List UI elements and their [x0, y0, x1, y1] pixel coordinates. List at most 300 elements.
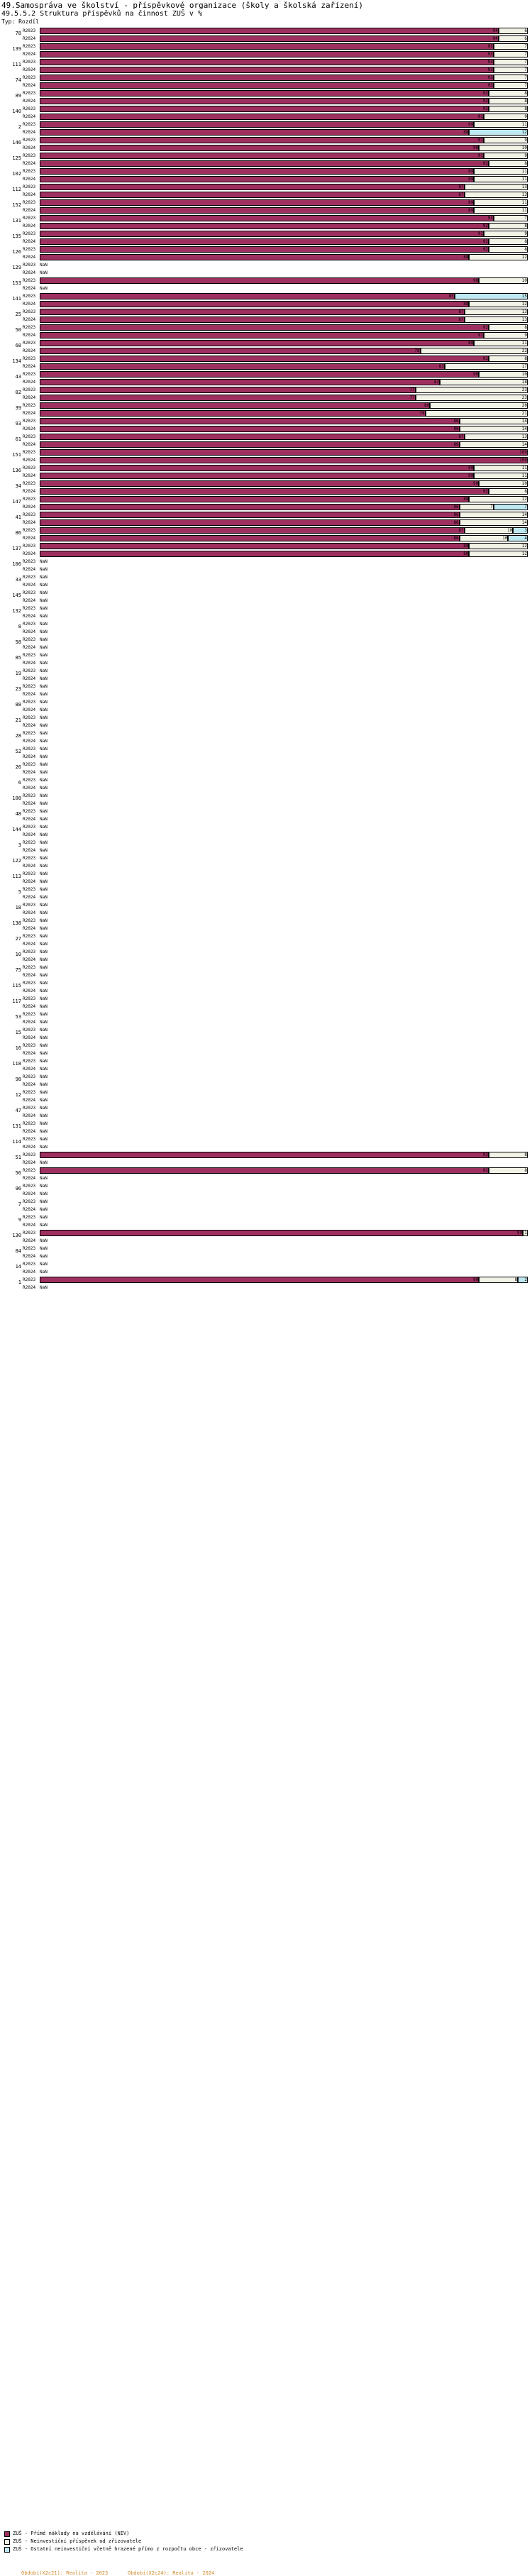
- bar-row[interactable]: [23, 597, 532, 605]
- bar-segments: [40, 246, 528, 253]
- bar-row[interactable]: [23, 277, 532, 285]
- bar-row[interactable]: [23, 854, 532, 862]
- bar-row[interactable]: [23, 737, 532, 745]
- bar-row[interactable]: [23, 932, 532, 940]
- bar-row[interactable]: [23, 308, 532, 316]
- bar-row[interactable]: [23, 745, 532, 753]
- bar-row[interactable]: [23, 199, 532, 207]
- bar-group: [0, 230, 532, 246]
- nan-label: NaN: [40, 606, 48, 611]
- bar-row[interactable]: [23, 230, 532, 238]
- group-rows: [23, 1182, 532, 1198]
- year-label: R2024: [23, 973, 36, 978]
- bar-row[interactable]: [23, 121, 532, 128]
- bar-row[interactable]: [23, 769, 532, 776]
- year-label: R2023: [23, 575, 36, 580]
- bar-row[interactable]: [23, 917, 532, 925]
- bar-row[interactable]: [23, 831, 532, 839]
- bar-row[interactable]: [23, 589, 532, 597]
- bar-row[interactable]: [23, 581, 532, 589]
- bar-segments: [40, 449, 528, 456]
- bar-row[interactable]: [23, 324, 532, 331]
- bar-value-label: 13: [521, 434, 527, 439]
- bar-row[interactable]: [23, 605, 532, 612]
- bar-segments: [40, 317, 528, 323]
- bar-segments: [40, 1167, 528, 1174]
- bar-row[interactable]: [23, 566, 532, 573]
- bar-row[interactable]: [23, 160, 532, 167]
- group-label: 8: [18, 624, 21, 629]
- bar-row[interactable]: [23, 50, 532, 58]
- bar-row[interactable]: [23, 1159, 532, 1167]
- bar-row[interactable]: [23, 433, 532, 441]
- bar-row[interactable]: [23, 113, 532, 121]
- bar-row[interactable]: [23, 347, 532, 355]
- bar-value-label: 79: [419, 411, 425, 416]
- bar-row[interactable]: [23, 979, 532, 987]
- group-label: 135: [12, 233, 21, 239]
- nan-label: NaN: [40, 918, 48, 923]
- year-label: R2023: [23, 590, 36, 595]
- bar-row[interactable]: [23, 1151, 532, 1159]
- group-rows: [23, 199, 532, 214]
- bar-row[interactable]: [23, 1167, 532, 1174]
- year-label: R2024: [23, 1176, 36, 1181]
- group-label: 139: [12, 46, 21, 52]
- group-rows: [23, 74, 532, 89]
- bar-row[interactable]: [23, 550, 532, 558]
- bar-row[interactable]: [23, 987, 532, 995]
- group-rows: [23, 979, 532, 995]
- bar-value-label: 86: [453, 505, 459, 510]
- bar-row[interactable]: [23, 66, 532, 74]
- nan-label: NaN: [40, 1028, 48, 1033]
- bar-row[interactable]: [23, 1003, 532, 1011]
- bar-value-label: 89: [468, 473, 474, 478]
- bar-row[interactable]: [23, 636, 532, 644]
- bar-value-label: 12: [521, 130, 527, 135]
- bar-row[interactable]: [23, 667, 532, 675]
- bar-row[interactable]: [23, 35, 532, 43]
- bar-segments: [40, 121, 528, 128]
- year-label: R2024: [23, 364, 36, 369]
- year-label: R2024: [23, 786, 36, 791]
- bar-row[interactable]: [23, 1213, 532, 1221]
- bar-row[interactable]: [23, 316, 532, 324]
- bar-row[interactable]: [23, 761, 532, 769]
- bar-group: [0, 58, 532, 74]
- bar-row[interactable]: [23, 519, 532, 527]
- bar-row[interactable]: [23, 1096, 532, 1104]
- group-rows: [23, 886, 532, 901]
- bar-row[interactable]: [23, 1190, 532, 1198]
- bar-row[interactable]: [23, 285, 532, 292]
- bar-row[interactable]: [23, 183, 532, 191]
- bar-row[interactable]: [23, 1260, 532, 1268]
- group-rows: [23, 776, 532, 792]
- bar-row[interactable]: [23, 730, 532, 737]
- nan-label: NaN: [40, 770, 48, 775]
- bar-row[interactable]: [23, 144, 532, 152]
- nan-label: NaN: [40, 583, 48, 588]
- year-label: R2024: [23, 1145, 36, 1150]
- group-label: 56: [15, 1170, 21, 1176]
- bar-row[interactable]: [23, 74, 532, 82]
- bar-row[interactable]: [23, 862, 532, 870]
- legend-item[interactable]: [4, 2538, 243, 2545]
- bar-segments: [40, 106, 528, 112]
- group-rows: [23, 901, 532, 917]
- bar-value-label: 10: [521, 278, 527, 283]
- bar-value-label: 85: [448, 294, 454, 299]
- bar-row[interactable]: [23, 1065, 532, 1073]
- bar-row[interactable]: [23, 612, 532, 620]
- bar-row[interactable]: [23, 511, 532, 519]
- year-label: R2023: [23, 44, 36, 49]
- bar-row[interactable]: [23, 964, 532, 971]
- bar-row[interactable]: [23, 534, 532, 542]
- bar-value-label: 77: [409, 395, 415, 400]
- group-rows: [23, 542, 532, 558]
- bar-row[interactable]: [23, 152, 532, 160]
- bar-segments: [40, 215, 528, 221]
- bar-row[interactable]: [23, 402, 532, 409]
- bar-row[interactable]: [23, 355, 532, 363]
- bar-segments: [40, 379, 528, 385]
- group-rows: [23, 917, 532, 932]
- bar-row[interactable]: [23, 1143, 532, 1151]
- bar-row[interactable]: [23, 495, 532, 503]
- bar-row[interactable]: [23, 97, 532, 105]
- bar-row[interactable]: [23, 1198, 532, 1206]
- group-rows: [23, 261, 532, 277]
- nan-label: NaN: [40, 653, 48, 658]
- bar-row[interactable]: [23, 27, 532, 35]
- bar-row[interactable]: [23, 659, 532, 667]
- bar-row[interactable]: [23, 378, 532, 386]
- group-label: 118: [12, 1061, 21, 1067]
- year-label: R2024: [23, 99, 36, 104]
- bar-row[interactable]: [23, 683, 532, 690]
- bar-segments: [40, 551, 528, 557]
- year-label: R2024: [23, 1082, 36, 1087]
- group-label: 53: [15, 1014, 21, 1020]
- bar-row[interactable]: [23, 1128, 532, 1135]
- bar-row[interactable]: [23, 558, 532, 566]
- legend-item[interactable]: [4, 2545, 243, 2553]
- nan-label: NaN: [40, 708, 48, 712]
- bar-row[interactable]: [23, 815, 532, 823]
- group-label: 2: [18, 124, 21, 130]
- bar-row[interactable]: [23, 909, 532, 917]
- bar-group: [0, 932, 532, 948]
- bar-row[interactable]: [23, 1042, 532, 1050]
- page-title: 49.Samospráva ve školství - příspěvkové organizace (školy a školská zařízení): [1, 1, 363, 10]
- bar-group: [0, 214, 532, 230]
- bar-row[interactable]: [23, 823, 532, 831]
- bar-row[interactable]: [23, 1174, 532, 1182]
- year-label: R2023: [23, 996, 36, 1001]
- bar-row[interactable]: [23, 620, 532, 628]
- bar-row[interactable]: [23, 386, 532, 394]
- bar-row[interactable]: [23, 776, 532, 784]
- bar-row[interactable]: [23, 901, 532, 909]
- year-label: R2023: [23, 1137, 36, 1142]
- bar-segments: [40, 35, 528, 42]
- bar-row[interactable]: [23, 675, 532, 683]
- bar-row[interactable]: [23, 706, 532, 714]
- bar-row[interactable]: [23, 792, 532, 800]
- bar-row[interactable]: [23, 82, 532, 89]
- bar-value-label: 10: [521, 145, 527, 150]
- bar-row[interactable]: [23, 1104, 532, 1112]
- nan-label: NaN: [40, 1191, 48, 1196]
- bar-row[interactable]: [23, 1284, 532, 1292]
- bar-row[interactable]: [23, 527, 532, 534]
- bar-row[interactable]: [23, 1276, 532, 1284]
- year-label: R2024: [23, 1051, 36, 1056]
- group-label: 12: [15, 1092, 21, 1098]
- bar-row[interactable]: [23, 214, 532, 222]
- bar-row[interactable]: [23, 89, 532, 97]
- year-label: R2023: [23, 778, 36, 783]
- group-rows: [23, 402, 532, 417]
- bar-row[interactable]: [23, 292, 532, 300]
- bar-row[interactable]: [23, 722, 532, 730]
- group-label: 33: [15, 577, 21, 583]
- bar-row[interactable]: [23, 394, 532, 402]
- bar-value-label: 14: [521, 512, 527, 517]
- bar-row[interactable]: [23, 1011, 532, 1018]
- bar-row[interactable]: [23, 480, 532, 488]
- bar-row[interactable]: [23, 222, 532, 230]
- bar-row[interactable]: [23, 886, 532, 893]
- nan-label: NaN: [40, 1035, 48, 1040]
- bar-row[interactable]: [23, 339, 532, 347]
- bar-row[interactable]: [23, 331, 532, 339]
- bar-row[interactable]: [23, 690, 532, 698]
- bar-row[interactable]: [23, 417, 532, 425]
- bar-row[interactable]: [23, 261, 532, 269]
- nan-label: NaN: [40, 879, 48, 884]
- bar-row[interactable]: [23, 175, 532, 183]
- bar-row[interactable]: [23, 870, 532, 878]
- bar-segments: [40, 363, 528, 370]
- year-label: R2023: [23, 1121, 36, 1126]
- year-label: R2023: [23, 28, 36, 33]
- bar-row[interactable]: [23, 441, 532, 448]
- bar-row[interactable]: [23, 1221, 532, 1229]
- bar-row[interactable]: [23, 105, 532, 113]
- year-label: R2024: [23, 1207, 36, 1212]
- bar-row[interactable]: [23, 1237, 532, 1245]
- group-label: 108: [12, 796, 21, 801]
- bar-row[interactable]: [23, 300, 532, 308]
- bar-row[interactable]: [23, 472, 532, 480]
- year-label: R2024: [23, 551, 36, 556]
- bar-row[interactable]: [23, 542, 532, 550]
- year-label: R2024: [23, 192, 36, 197]
- bar-row[interactable]: [23, 464, 532, 472]
- bar-row[interactable]: [23, 425, 532, 433]
- bar-row[interactable]: [23, 940, 532, 948]
- bar-row[interactable]: [23, 1206, 532, 1213]
- bar-segments: [40, 504, 528, 510]
- bar-row[interactable]: [23, 128, 532, 136]
- bar-row[interactable]: [23, 43, 532, 50]
- bar-row[interactable]: [23, 370, 532, 378]
- bar-segments: [40, 1277, 528, 1283]
- group-rows: [23, 605, 532, 620]
- year-label: R2023: [23, 466, 36, 470]
- bar-row[interactable]: [23, 409, 532, 417]
- year-label: R2024: [23, 505, 36, 510]
- bar-row[interactable]: [23, 808, 532, 815]
- bar-row[interactable]: [23, 714, 532, 722]
- bar-row[interactable]: [23, 628, 532, 636]
- group-label: 117: [12, 998, 21, 1004]
- nan-label: NaN: [40, 1098, 48, 1103]
- year-label: R2023: [23, 216, 36, 221]
- nan-label: NaN: [40, 996, 48, 1001]
- bar-row[interactable]: [23, 1135, 532, 1143]
- bar-row[interactable]: [23, 948, 532, 956]
- bar-segments: [40, 137, 528, 143]
- bar-segments: [40, 293, 528, 299]
- year-label: R2023: [23, 856, 36, 861]
- bar-row[interactable]: [23, 1034, 532, 1042]
- group-label: 102: [12, 171, 21, 177]
- year-label: R2023: [23, 1074, 36, 1079]
- year-label: R2023: [23, 1199, 36, 1204]
- bar-row[interactable]: [23, 1120, 532, 1128]
- bar-row[interactable]: [23, 269, 532, 277]
- bar-row[interactable]: [23, 503, 532, 511]
- bar-row[interactable]: [23, 839, 532, 847]
- bar-row[interactable]: [23, 363, 532, 370]
- year-label: R2023: [23, 981, 36, 986]
- bar-row[interactable]: [23, 878, 532, 886]
- bar-row[interactable]: [23, 238, 532, 246]
- legend-item[interactable]: [4, 2530, 243, 2538]
- bar-row[interactable]: [23, 1089, 532, 1096]
- year-label: R2024: [23, 567, 36, 572]
- bar-row[interactable]: [23, 956, 532, 964]
- bar-row[interactable]: [23, 1182, 532, 1190]
- bar-row[interactable]: [23, 971, 532, 979]
- bar-value-label: 13: [521, 192, 527, 197]
- group-label: 27: [15, 936, 21, 942]
- bar-row[interactable]: [23, 925, 532, 932]
- bar-row[interactable]: [23, 644, 532, 651]
- bar-row[interactable]: [23, 800, 532, 808]
- bar-row[interactable]: [23, 448, 532, 456]
- year-label: R2023: [23, 200, 36, 205]
- bar-value-label: 86: [453, 512, 459, 517]
- bar-row[interactable]: [23, 893, 532, 901]
- bar-group: [0, 1151, 532, 1167]
- bar-row[interactable]: [23, 1245, 532, 1253]
- year-label: R2023: [23, 731, 36, 736]
- year-label: R2024: [23, 723, 36, 728]
- year-label: R2024: [23, 239, 36, 244]
- bar-segments: [40, 199, 528, 206]
- bar-group: [0, 261, 532, 277]
- bar-row[interactable]: [23, 995, 532, 1003]
- group-label: 84: [15, 1248, 21, 1254]
- bar-row[interactable]: [23, 58, 532, 66]
- bar-value-label: 6: [524, 28, 527, 33]
- bar-row[interactable]: [23, 488, 532, 495]
- bar-value-label: 92: [482, 224, 488, 229]
- bar-group: [0, 339, 532, 355]
- bar-row[interactable]: [23, 651, 532, 659]
- group-rows: [23, 839, 532, 854]
- year-label: R2024: [23, 208, 36, 213]
- bar-row[interactable]: [23, 1018, 532, 1026]
- bar-row[interactable]: [23, 1229, 532, 1237]
- bar-row[interactable]: [23, 573, 532, 581]
- bar-segments: [40, 488, 528, 495]
- bar-row[interactable]: [23, 1057, 532, 1065]
- group-rows: [23, 1042, 532, 1057]
- bar-row[interactable]: [23, 1073, 532, 1081]
- bar-group: [0, 527, 532, 542]
- bar-row[interactable]: [23, 1026, 532, 1034]
- bar-segments: [40, 402, 528, 409]
- bar-row[interactable]: [23, 1253, 532, 1260]
- bar-value-label: 8: [524, 161, 527, 166]
- bar-row[interactable]: [23, 191, 532, 199]
- group-rows: [23, 651, 532, 667]
- bar-value-label: 10: [502, 536, 508, 541]
- bar-row[interactable]: [23, 246, 532, 253]
- year-label: R2024: [23, 255, 36, 260]
- nan-label: NaN: [40, 1238, 48, 1243]
- group-label: 136: [12, 468, 21, 473]
- group-label: 111: [12, 62, 21, 67]
- nan-label: NaN: [40, 1160, 48, 1165]
- bar-row[interactable]: [23, 1050, 532, 1057]
- bar-row[interactable]: [23, 1268, 532, 1276]
- bar-group: [0, 1104, 532, 1120]
- bar-group: [0, 1011, 532, 1026]
- group-label: 9: [18, 1217, 21, 1223]
- bar-row[interactable]: [23, 753, 532, 761]
- bar-value-label: 92: [482, 99, 488, 104]
- nan-label: NaN: [40, 1059, 48, 1064]
- bar-row[interactable]: [23, 456, 532, 464]
- bar-segments: [40, 59, 528, 65]
- bar-group: [0, 1213, 532, 1229]
- bar-segments: [40, 527, 528, 534]
- bar-row[interactable]: [23, 207, 532, 214]
- bar-value-label: 7: [524, 52, 527, 57]
- bar-row[interactable]: [23, 167, 532, 175]
- bar-value-label: 4: [524, 536, 527, 541]
- bar-row[interactable]: [23, 136, 532, 144]
- nan-label: NaN: [40, 1145, 48, 1150]
- bar-row[interactable]: [23, 784, 532, 792]
- bar-row[interactable]: [23, 847, 532, 854]
- bar-row[interactable]: [23, 253, 532, 261]
- year-label: R2023: [23, 294, 36, 299]
- year-label: R2023: [23, 903, 36, 908]
- group-label: 147: [12, 499, 21, 505]
- bar-row[interactable]: [23, 1112, 532, 1120]
- bar-row[interactable]: [23, 698, 532, 706]
- bar-row[interactable]: [23, 1081, 532, 1089]
